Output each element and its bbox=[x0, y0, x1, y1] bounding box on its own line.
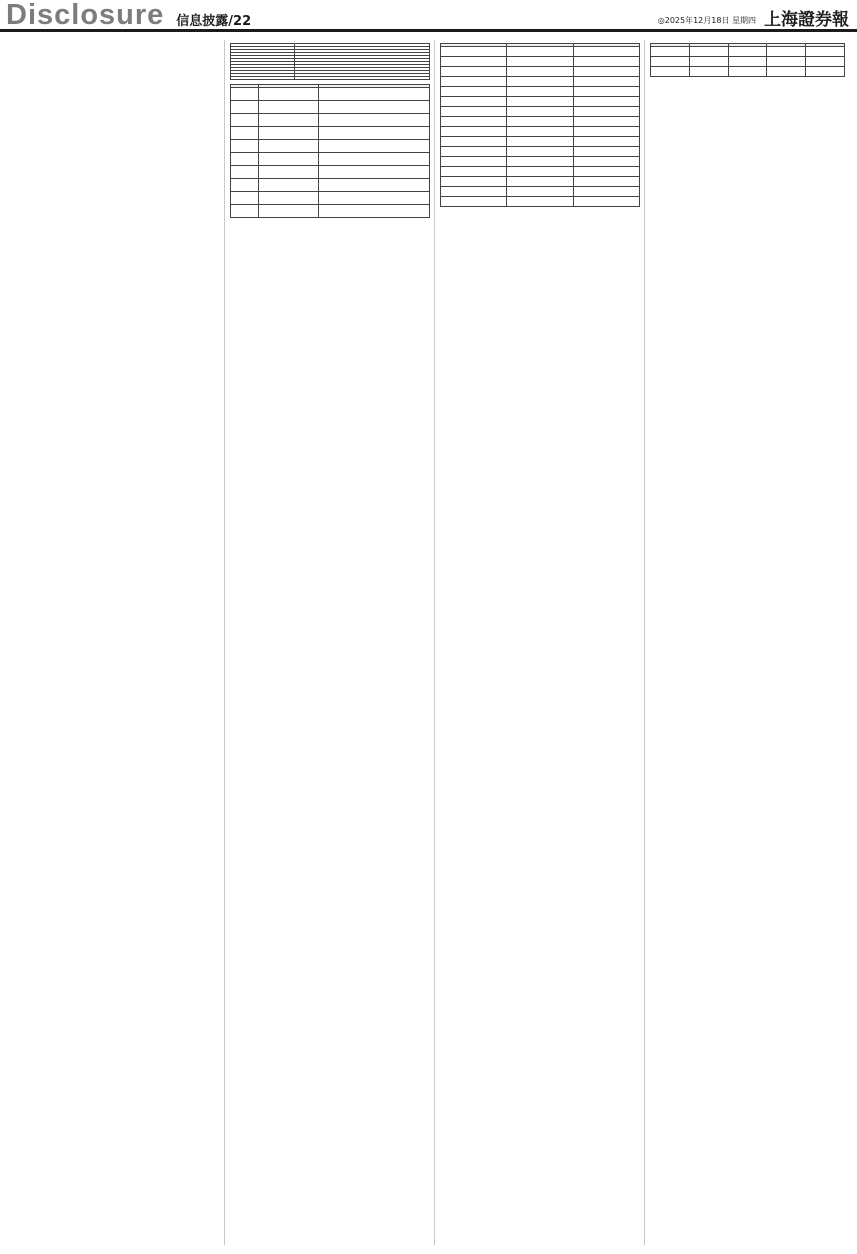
table-row bbox=[651, 67, 845, 77]
table-cell bbox=[573, 87, 639, 97]
column-divider bbox=[224, 40, 225, 1245]
table-cell bbox=[507, 57, 573, 67]
table-cell bbox=[318, 88, 429, 101]
table-cell bbox=[318, 179, 429, 192]
table-cell bbox=[258, 205, 318, 218]
table-cell bbox=[441, 157, 507, 167]
table-cell bbox=[258, 114, 318, 127]
column-4 bbox=[650, 40, 845, 1245]
section-title: 信息披露/22 bbox=[176, 14, 252, 29]
table-cell bbox=[507, 127, 573, 137]
table-row bbox=[441, 117, 640, 127]
table-row bbox=[441, 177, 640, 187]
table-cell bbox=[441, 137, 507, 147]
table-cell bbox=[767, 57, 806, 67]
table-row bbox=[441, 47, 640, 57]
table-cell bbox=[573, 167, 639, 177]
table-cell bbox=[441, 197, 507, 207]
table-cell bbox=[573, 177, 639, 187]
table-cell bbox=[507, 177, 573, 187]
table-cell bbox=[806, 57, 845, 67]
table-cell bbox=[258, 140, 318, 153]
table-cell bbox=[318, 101, 429, 114]
column-divider bbox=[434, 40, 435, 1245]
table-cell bbox=[651, 57, 690, 67]
table-cell bbox=[728, 47, 767, 57]
table-row bbox=[441, 87, 640, 97]
table-cell bbox=[441, 87, 507, 97]
table-row bbox=[441, 157, 640, 167]
table-row bbox=[231, 192, 430, 205]
table-cell bbox=[573, 117, 639, 127]
table-cell bbox=[231, 192, 259, 205]
table-cell bbox=[258, 192, 318, 205]
table-cell bbox=[573, 67, 639, 77]
table-row bbox=[231, 114, 430, 127]
table-row bbox=[441, 107, 640, 117]
table-cell bbox=[573, 107, 639, 117]
table-cell bbox=[441, 57, 507, 67]
comparable-companies-table bbox=[650, 43, 845, 77]
table-cell bbox=[231, 88, 259, 101]
table-cell bbox=[258, 166, 318, 179]
table-cell bbox=[318, 153, 429, 166]
table-cell bbox=[441, 117, 507, 127]
definitions-table bbox=[230, 43, 430, 80]
table-row bbox=[231, 77, 430, 80]
table-cell bbox=[318, 192, 429, 205]
table-cell bbox=[573, 157, 639, 167]
table-cell bbox=[507, 137, 573, 147]
table-cell bbox=[318, 166, 429, 179]
table-cell bbox=[258, 127, 318, 140]
table-row bbox=[231, 205, 430, 218]
table-cell bbox=[507, 107, 573, 117]
issue-date: ◎2025年12月18日 星期四 bbox=[657, 16, 756, 25]
table-row bbox=[231, 179, 430, 192]
table-cell bbox=[689, 47, 728, 57]
table-cell bbox=[231, 101, 259, 114]
table-row bbox=[651, 57, 845, 67]
table-row bbox=[231, 166, 430, 179]
table-cell bbox=[231, 127, 259, 140]
table-row bbox=[441, 77, 640, 87]
table-cell bbox=[318, 140, 429, 153]
table-cell bbox=[507, 117, 573, 127]
table-cell bbox=[441, 167, 507, 177]
table-cell bbox=[573, 137, 639, 147]
table-cell bbox=[441, 127, 507, 137]
table-row bbox=[441, 57, 640, 67]
table-row bbox=[441, 197, 640, 207]
table-cell bbox=[651, 47, 690, 57]
table-row bbox=[441, 127, 640, 137]
table-cell bbox=[441, 187, 507, 197]
column-3 bbox=[440, 40, 640, 1245]
table-cell bbox=[767, 47, 806, 57]
table-cell bbox=[441, 97, 507, 107]
table-cell bbox=[441, 107, 507, 117]
table-cell bbox=[689, 67, 728, 77]
column-2 bbox=[230, 40, 430, 1245]
table-cell bbox=[573, 57, 639, 67]
table-cell bbox=[507, 97, 573, 107]
table-cell bbox=[258, 153, 318, 166]
table-cell bbox=[728, 67, 767, 77]
table-cell bbox=[258, 179, 318, 192]
table-cell bbox=[231, 140, 259, 153]
table-cell bbox=[507, 77, 573, 87]
table-cell bbox=[441, 177, 507, 187]
table-row bbox=[231, 101, 430, 114]
table-cell bbox=[441, 67, 507, 77]
table-cell bbox=[318, 127, 429, 140]
table-cell bbox=[231, 179, 259, 192]
table-cell bbox=[231, 77, 295, 80]
table-cell bbox=[258, 88, 318, 101]
table-cell bbox=[231, 153, 259, 166]
table-cell bbox=[806, 67, 845, 77]
table-cell bbox=[651, 67, 690, 77]
table-cell bbox=[318, 114, 429, 127]
table-cell bbox=[573, 97, 639, 107]
table-cell bbox=[507, 87, 573, 97]
table-cell bbox=[767, 67, 806, 77]
table-cell bbox=[507, 67, 573, 77]
newspaper-logo: 上海證券報 bbox=[764, 10, 849, 30]
table-row bbox=[441, 167, 640, 177]
column-1 bbox=[18, 40, 218, 1245]
table-row bbox=[231, 140, 430, 153]
table-cell bbox=[806, 47, 845, 57]
table-cell bbox=[573, 147, 639, 157]
table-cell bbox=[573, 197, 639, 207]
table-cell bbox=[507, 187, 573, 197]
table-cell bbox=[258, 101, 318, 114]
table-cell bbox=[231, 166, 259, 179]
table-cell bbox=[507, 157, 573, 167]
table-cell bbox=[318, 205, 429, 218]
table-cell bbox=[507, 47, 573, 57]
table-row bbox=[441, 187, 640, 197]
table-row bbox=[441, 67, 640, 77]
table-cell bbox=[441, 147, 507, 157]
table-cell bbox=[728, 57, 767, 67]
table-cell bbox=[507, 147, 573, 157]
table-row bbox=[651, 47, 845, 57]
table-cell bbox=[573, 77, 639, 87]
table-cell bbox=[507, 167, 573, 177]
table-row bbox=[441, 147, 640, 157]
disclosure-banner: Disclosure bbox=[6, 0, 165, 31]
column-divider bbox=[644, 40, 645, 1245]
table-cell bbox=[441, 77, 507, 87]
table-cell bbox=[507, 197, 573, 207]
table-row bbox=[441, 137, 640, 147]
table-cell bbox=[231, 114, 259, 127]
investor-category-table bbox=[440, 43, 640, 207]
table-row bbox=[231, 88, 430, 101]
table-cell bbox=[573, 47, 639, 57]
table-row bbox=[231, 127, 430, 140]
table-cell bbox=[231, 205, 259, 218]
table-cell bbox=[573, 127, 639, 137]
table-cell bbox=[689, 57, 728, 67]
table-cell bbox=[441, 47, 507, 57]
masthead bbox=[0, 0, 857, 32]
table-row bbox=[231, 153, 430, 166]
table-cell bbox=[573, 187, 639, 197]
table-row bbox=[441, 97, 640, 107]
schedule-table bbox=[230, 84, 430, 218]
table-cell bbox=[294, 77, 429, 80]
